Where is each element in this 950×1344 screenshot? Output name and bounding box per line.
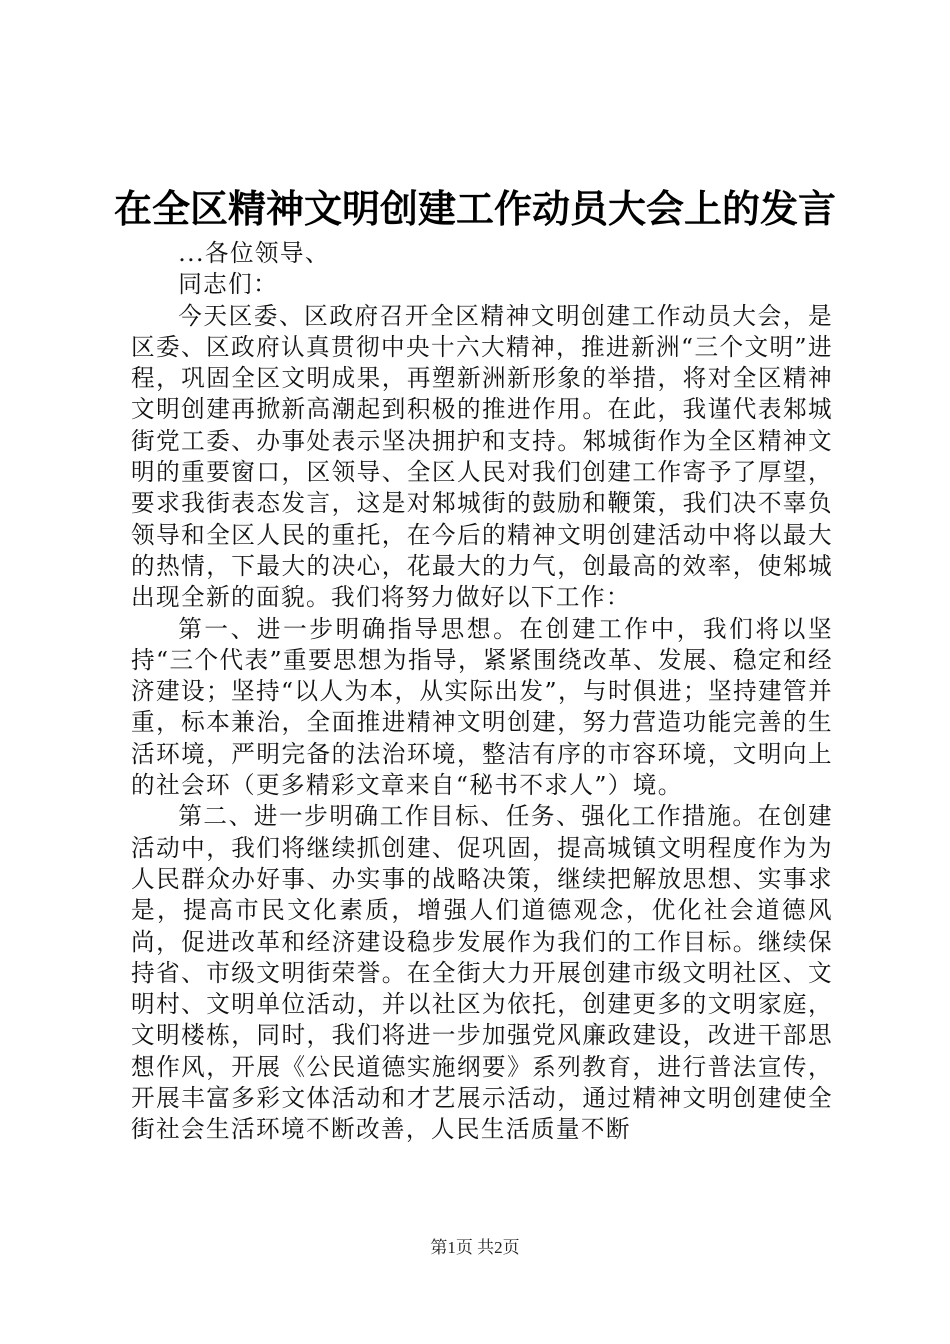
greeting-line-2: 同志们： — [178, 270, 279, 299]
document-body — [131, 238, 833, 1146]
paragraph-first: 第一、进一步明确指导思想。在创建工作中，我们将以坚持“三个代表”重要思想为指导，紧紧围绕改革、发展、稳定和经济建设；坚持“以人为本，从实际出发”，与时俱进；坚持建管并重，标本兼治，全面推进精神文明创建，努力营造功能完善的生活环境，严明完备的法治环境，整洁有序的市容环境，文明向上的社会环（更多精彩文章来自“秘书不求人”）境。 — [131, 614, 833, 800]
paragraph-intro: 今天区委、区政府召开全区精神文明创建工作动员大会，是区委、区政府认真贯彻中央十六大精神，推进新洲“三个文明”进程，巩固全区文明成果，再塑新洲新形象的举措，将对全区精神文明创建再掀新高潮起到积极的推进作用。在此，我谨代表邾城街党工委、办事处表示坚决拥护和支持。邾城街作为全区精神文明的重要窗口，区领导、全区人民对我们创建工作寄予了厚望，要求我街表态发言，这是对邾城街的鼓励和鞭策，我们决不辜负领导和全区人民的重托，在今后的精神文明创建活动中将以最大的热情，下最大的决心，花最大的力气，创最高的效率，使邾城出现全新的面貌。我们将努力做好以下工作： — [131, 301, 833, 612]
greeting-line-1: ...各位领导、 — [178, 239, 330, 267]
page-footer: 第1页 共2页 — [430, 1238, 520, 1257]
paragraph-second: 第二、进一步明确工作目标、任务、强化工作措施。在创建活动中，我们将继续抓创建、促巩固，提高城镇文明程度作为为人民群众办好事、办实事的战略决策，继续把解放思想、实事求是，提高市民文化素质，增强人们道德观念，优化社会道德风尚，促进改革和经济建设稳步发展作为我们的工作目标。继续保持省、市级文明街荣誉。在全街大力开展创建市级文明社区、文明村、文明单位活动，并以社区为依托，创建更多的文明家庭，文明楼栋，同时，我们将进一步加强党风廉政建设，改进干部思想作风，开展《公民道德实施纲要》系列教育，进行普法宣传，开展丰富多彩文体活动和才艺展示活动，通过精神文明创建使全街社会生活环境不断改善，人民生活质量不断 — [131, 802, 833, 1144]
document-title: 在全区精神文明创建工作动员大会上的发言 — [113, 187, 836, 231]
